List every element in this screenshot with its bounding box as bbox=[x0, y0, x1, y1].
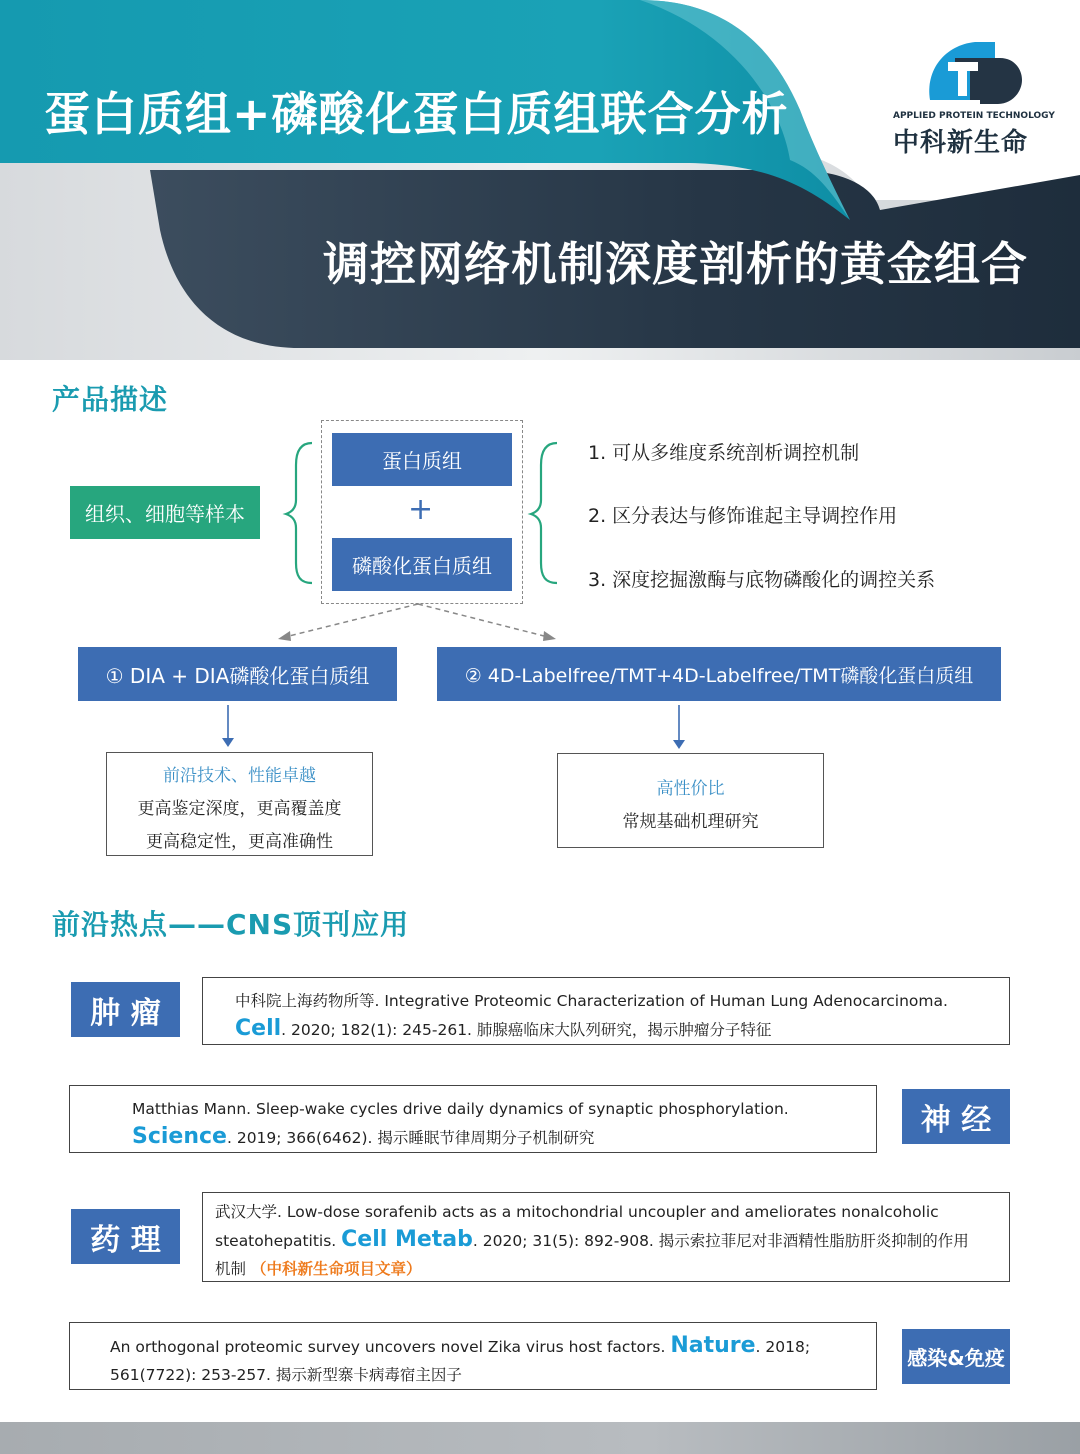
option-1-line-2: 更高稳定性，更高准确性 bbox=[146, 832, 333, 852]
tag-pharmacology: 药 理 bbox=[71, 1209, 180, 1264]
reference-citation: . 2020; 31(5): 892-908. 揭示索拉菲尼对非酒精性脂肪肝炎抑制的作用 bbox=[472, 1232, 969, 1250]
reference-citation: . 2019; 366(6462). 揭示睡眠节律周期分子机制研究 bbox=[226, 1129, 595, 1147]
tag-neuro: 神 经 bbox=[902, 1089, 1010, 1144]
arrow-down-icon bbox=[673, 740, 685, 749]
logo-chinese: 中科新生命 bbox=[893, 128, 1029, 158]
option-1-box: ① DIA + DIA磷酸化蛋白质组 bbox=[78, 647, 397, 701]
phospho-proteome-box: 磷酸化蛋白质组 bbox=[332, 538, 512, 591]
option-2-box: ② 4D-Labelfree/TMT+4D-Labelfree/TMT磷酸化蛋白质组 bbox=[437, 647, 1001, 701]
option-2-line-1: 常规基础机理研究 bbox=[622, 812, 759, 832]
journal-name: Science bbox=[132, 1124, 227, 1149]
footer-bar bbox=[0, 1422, 1080, 1454]
reference-card-infection bbox=[69, 1322, 877, 1390]
page-title: 蛋白质组+磷酸化蛋白质组联合分析 bbox=[44, 87, 789, 141]
option-1-features bbox=[106, 752, 373, 856]
reference-line: 中科院上海药物所等. Integrative Proteomic Characterization of Human Lung Adenocarcinoma. bbox=[235, 992, 948, 1010]
reference-tail: 机制 bbox=[215, 1260, 251, 1278]
reference-card-neuro bbox=[69, 1085, 877, 1153]
proteome-box: 蛋白质组 bbox=[332, 433, 512, 486]
benefit-1: 1. 可从多维度系统剖析调控机制 bbox=[588, 442, 860, 464]
journal-name: Cell Metab bbox=[341, 1227, 473, 1252]
reference-citation: . 2020; 182(1): 245-261. 肺腺癌临床大队列研究，揭示肿瘤分子特征 bbox=[281, 1021, 772, 1039]
left-brace-icon bbox=[286, 443, 312, 583]
reference-citation: . 2018; bbox=[755, 1338, 811, 1356]
reference-lead: An orthogonal proteomic survey uncovers novel Zika virus host factors. bbox=[110, 1338, 671, 1356]
tag-infection-immunity: 感染&免疫 bbox=[902, 1329, 1010, 1384]
reference-lead: steatohepatitis. bbox=[215, 1232, 342, 1250]
benefit-3: 3. 深度挖掘激酶与底物磷酸化的调控关系 bbox=[588, 569, 936, 591]
logo-english: APPLIED PROTEIN TECHNOLOGY bbox=[893, 111, 1055, 121]
plus-sign: + bbox=[408, 492, 434, 527]
arrow-down-icon bbox=[222, 738, 234, 747]
project-note: （中科新生命项目文章） bbox=[250, 1260, 422, 1278]
journal-name: Cell bbox=[235, 1016, 282, 1041]
journal-name: Nature bbox=[670, 1333, 756, 1358]
page-subtitle: 调控网络机制深度剖析的黄金组合 bbox=[323, 237, 1028, 291]
option-2-features bbox=[557, 753, 824, 848]
option-1-line-1: 更高鉴定深度，更高覆盖度 bbox=[137, 799, 342, 819]
right-brace-icon bbox=[531, 443, 557, 583]
tag-tumor: 肿 瘤 bbox=[71, 982, 180, 1037]
reference-line: Matthias Mann. Sleep-wake cycles drive daily dynamics of synaptic phosphorylation. bbox=[132, 1100, 789, 1118]
reference-card-pharmacology bbox=[202, 1192, 1010, 1282]
option-1-highlight: 前沿技术、性能卓越 bbox=[163, 766, 316, 786]
section-title-product: 产品描述 bbox=[52, 383, 169, 416]
section-title-hotspots: 前沿热点——CNS顶刊应用 bbox=[52, 908, 410, 941]
benefit-2: 2. 区分表达与修饰谁起主导调控作用 bbox=[588, 505, 898, 527]
reference-line: 561(7722): 253-257. 揭示新型寨卡病毒宿主因子 bbox=[110, 1366, 462, 1384]
sample-box: 组织、细胞等样本 bbox=[70, 486, 260, 539]
option-2-highlight: 高性价比 bbox=[656, 779, 725, 799]
reference-line: 武汉大学. Low-dose sorafenib acts as a mitochondrial uncoupler and ameliorates nonalcoholic bbox=[215, 1203, 939, 1221]
reference-card-tumor bbox=[202, 977, 1010, 1045]
